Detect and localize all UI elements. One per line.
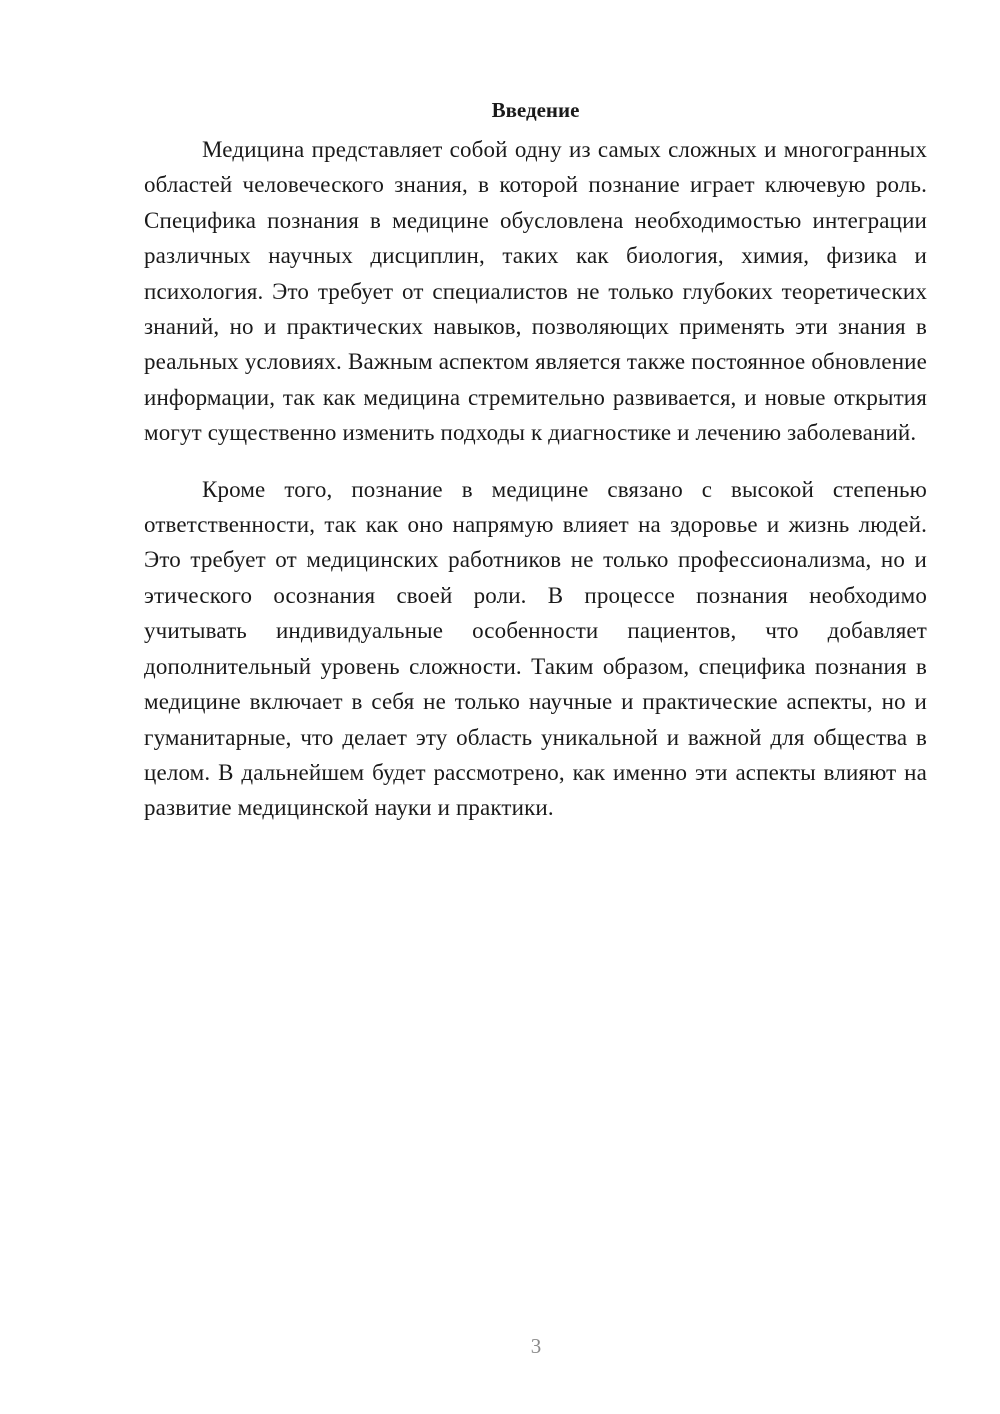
paragraph-2: Кроме того, познание в медицине связано с высокой степенью ответственности, так как оно напрямую влияет на здоровье и жизнь людей. Это требует от медицинских работников не только профессионализма, но и этического осознания своей роли. В процессе познания необходимо учитывать индивидуальные особенности пациентов, что добавляет дополнительный уровень сложности. Таким образом, специфика познания в медицине включает в себя не только научные и практические аспекты, но и гуманитарные, что делает эту область уникальной и важной для общества в целом. В дальнейшем будет рассмотрено, как именно эти аспекты влияют на развитие медицинской науки и практики. (144, 476, 927, 821)
page-content (144, 92, 927, 826)
section-heading: Введение (491, 98, 580, 122)
page-number: 3 (530, 1334, 542, 1358)
paragraph-1: Медицина представляет собой одну из самых сложных и многогранных областей человеческого знания, в которой познание играет ключевую роль. Специфика познания в медицине обусловлена необходимостью интеграции различных научных дисциплин, таких как биология, химия, физика и психология. Это требует от специалистов не только глубоких теоретических знаний, но и практических навыков, позволяющих применять эти знания в реальных условиях. Важным аспектом является также постоянное обновление информации, так как медицина стремительно развивается, и новые открытия могут существенно изменить подходы к диагностике и лечению заболеваний. (144, 137, 927, 446)
